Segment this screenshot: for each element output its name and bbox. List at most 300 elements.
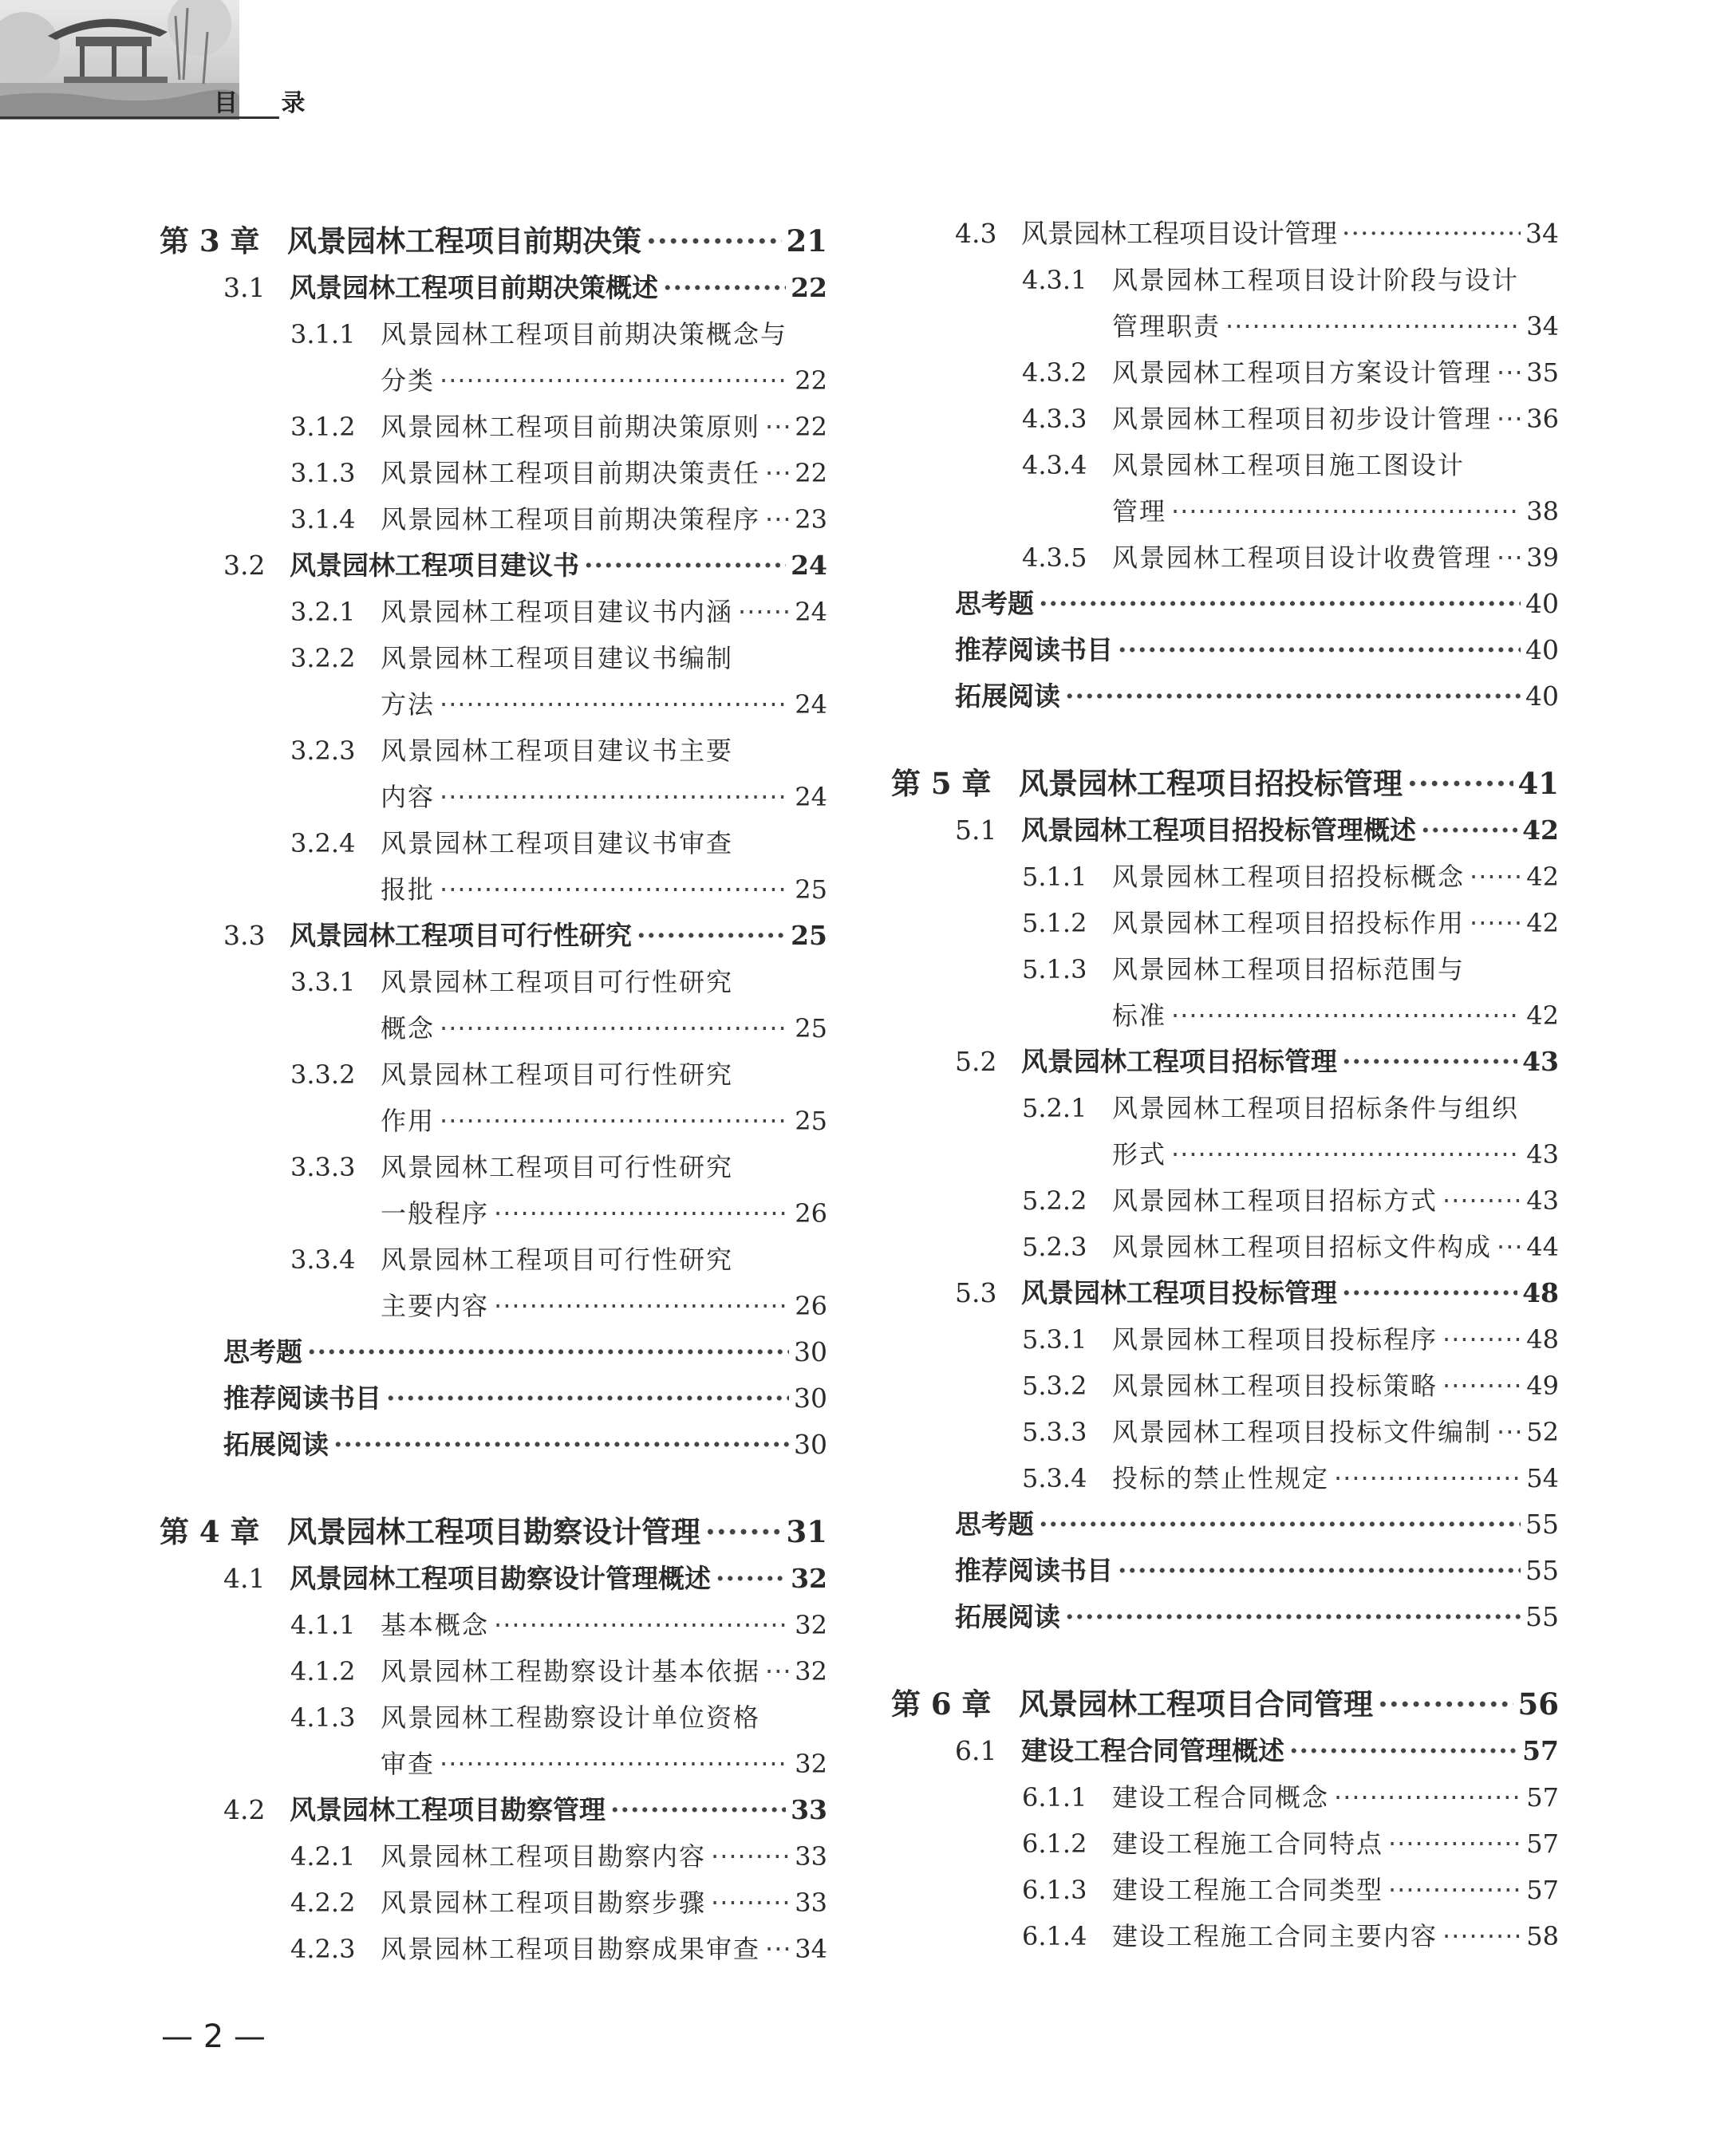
toc-entry-title: 风景园林工程项目可行性研究: [381, 967, 734, 997]
toc-entry-page: 40: [1525, 588, 1559, 619]
toc-entry-page: 33: [795, 1888, 827, 1918]
toc-entry-number: 5.3.1: [1022, 1324, 1087, 1355]
toc-entry-page: 55: [1525, 1509, 1559, 1540]
header-pavilion-illustration: [0, 0, 239, 120]
toc-entry-page: 25: [795, 1013, 827, 1043]
toc-entry-misc[interactable]: [891, 627, 1559, 673]
toc-entry-title: 风景园林工程项目招投标管理: [1019, 766, 1403, 801]
toc-entry-section[interactable]: [891, 1039, 1559, 1085]
toc-entry-page: 30: [794, 1429, 827, 1460]
toc-entry-number: 4.3.2: [1022, 357, 1087, 388]
leader-dots: [765, 450, 790, 496]
toc-entry-sub[interactable]: [160, 1694, 827, 1787]
toc-entry-number: 4.2.1: [290, 1841, 356, 1872]
toc-entry-page: 30: [794, 1383, 827, 1414]
toc-entry-page: 22: [795, 365, 827, 396]
leader-dots: [705, 1508, 782, 1556]
toc-entry-title: 风景园林工程项目勘察设计管理: [287, 1514, 700, 1549]
leader-dots: [1388, 1867, 1521, 1913]
toc-entry-title: 风景园林工程项目投标程序: [1112, 1324, 1438, 1355]
toc-entry-sub[interactable]: [891, 1363, 1559, 1409]
toc-entry-title: 建设工程合同管理概述: [1021, 1735, 1284, 1766]
toc-entry-page: 48: [1526, 1324, 1559, 1355]
toc-entry-title: 风景园林工程项目建议书: [290, 550, 579, 581]
toc-entry-number: 5.2.3: [1022, 1232, 1087, 1262]
toc-entry-title: 风景园林工程项目勘察管理: [290, 1794, 606, 1825]
toc-entry-page: 41: [1517, 766, 1559, 801]
toc-entry-title: 方法: [381, 689, 436, 720]
toc-entry-sub[interactable]: [891, 396, 1559, 442]
toc-entry-page: 43: [1526, 1139, 1559, 1170]
toc-entry-title: 风景园林工程项目招标管理: [1021, 1046, 1337, 1077]
leader-dots: [1225, 303, 1521, 349]
toc-entry-title: 风景园林工程项目方案设计管理: [1112, 357, 1493, 388]
toc-entry-sub[interactable]: [160, 1237, 827, 1329]
toc-entry-number: 4.2.2: [290, 1888, 356, 1918]
toc-right-column: [891, 211, 1559, 1959]
toc-entry-number: 6.1.3: [1022, 1875, 1087, 1905]
toc-entry-section[interactable]: [160, 913, 827, 959]
toc-entry-page: 32: [795, 1749, 827, 1779]
chapter-gap: [891, 720, 1559, 753]
toc-entry-sub[interactable]: [891, 900, 1559, 946]
leader-dots: [1497, 396, 1521, 442]
leader-dots: [440, 774, 790, 820]
toc-entry-title: 风景园林工程项目可行性研究: [290, 920, 632, 951]
toc-entry-number: 5.1: [955, 815, 997, 846]
toc-entry-title: 风景园林工程项目前期决策原则: [381, 412, 761, 442]
toc-entry-title: 风景园林工程项目建议书编制: [381, 643, 734, 673]
toc-entry-number: 3.2: [223, 550, 266, 581]
leader-dots: [1497, 349, 1521, 396]
toc-entry-title: 风景园林工程项目建议书内涵: [381, 597, 734, 627]
toc-entry-number: 3.1.3: [290, 458, 356, 488]
toc-entry-title: 拓展阅读: [955, 1601, 1060, 1632]
toc-entry-number: 5.1.3: [1022, 954, 1087, 984]
toc-entry-number: 4.3: [955, 218, 997, 249]
toc-entry-page: 24: [791, 550, 827, 581]
toc-entry-page: 22: [791, 272, 827, 303]
leader-dots: [584, 542, 786, 589]
toc-entry-title: 风景园林工程项目建议书审查: [381, 828, 734, 858]
toc-entry-sub[interactable]: [160, 728, 827, 820]
toc-entry-title: 风景园林工程项目前期决策概述: [290, 272, 658, 303]
toc-entry-title: 投标的禁止性规定: [1112, 1463, 1330, 1493]
toc-entry-number: 5.3.2: [1022, 1371, 1087, 1401]
leader-dots: [1065, 1594, 1521, 1640]
toc-entry-title: 风景园林工程项目前期决策概念与: [381, 319, 788, 349]
toc-entry-title: 一般程序: [381, 1198, 490, 1229]
toc-entry-title: 审查: [381, 1749, 436, 1779]
toc-entry-number: 5.3: [955, 1277, 997, 1308]
leader-dots: [307, 1329, 789, 1375]
chapter-gap: [891, 1640, 1559, 1674]
leader-dots: [440, 1098, 790, 1144]
leader-dots: [494, 1283, 790, 1329]
toc-entry-number: 3.3.1: [290, 967, 356, 997]
toc-entry-title: 内容: [381, 782, 436, 812]
toc-entry-title: 管理职责: [1112, 311, 1221, 341]
toc-entry-misc[interactable]: [891, 1501, 1559, 1548]
toc-entry-number: 6.1.1: [1022, 1782, 1087, 1813]
leader-dots: [738, 589, 790, 635]
toc-entry-title: 建设工程施工合同类型: [1112, 1875, 1384, 1905]
toc-entry-page: 26: [795, 1198, 827, 1229]
toc-entry-number: 3.1: [223, 272, 266, 303]
toc-entry-page: 24: [795, 782, 827, 812]
toc-entry-title: 基本概念: [381, 1610, 490, 1640]
toc-entry-title: 形式: [1112, 1139, 1167, 1170]
toc-entry-page: 32: [795, 1610, 827, 1640]
toc-entry-number: 4.3.3: [1022, 404, 1087, 434]
leader-dots: [1118, 1548, 1521, 1594]
toc-entry-sub[interactable]: [891, 1409, 1559, 1455]
toc-entry-sub[interactable]: [160, 1144, 827, 1237]
toc-entry-page: 35: [1526, 357, 1559, 388]
toc-entry-title: 风景园林工程勘察设计单位资格: [381, 1702, 761, 1733]
toc-entry-title: 风景园林工程勘察设计基本依据: [381, 1656, 761, 1686]
toc-entry-title: 报批: [381, 874, 436, 905]
leader-dots: [765, 1926, 790, 1972]
toc-entry-page: 36: [1526, 404, 1559, 434]
toc-entry-number: 3.3: [223, 920, 266, 951]
toc-entry-page: 22: [795, 458, 827, 488]
toc-entry-chapter[interactable]: [160, 217, 827, 265]
toc-entry-sub[interactable]: [891, 535, 1559, 581]
toc-entry-sub[interactable]: [891, 1178, 1559, 1224]
toc-entry-misc[interactable]: [160, 1422, 827, 1468]
toc-entry-page: 34: [1525, 218, 1559, 249]
toc-entry-page: 57: [1522, 1735, 1559, 1766]
toc-entry-sub[interactable]: [160, 635, 827, 728]
toc-entry-section[interactable]: [160, 542, 827, 589]
toc-entry-page: 30: [794, 1336, 827, 1367]
toc-entry-title: 分类: [381, 365, 436, 396]
toc-entry-page: 54: [1526, 1463, 1559, 1493]
toc-entry-page: 57: [1526, 1875, 1559, 1905]
leader-dots: [711, 1833, 790, 1880]
toc-entry-chapter[interactable]: [891, 759, 1559, 807]
toc-entry-page: 42: [1526, 908, 1559, 938]
leader-dots: [1388, 1821, 1521, 1867]
toc-entry-page: 32: [791, 1563, 827, 1594]
toc-entry-title: 风景园林工程项目招投标概念: [1112, 862, 1466, 892]
leader-dots: [1497, 1409, 1521, 1455]
toc-entry-page: 42: [1526, 1000, 1559, 1031]
toc-entry-number: 第 4 章: [160, 1514, 260, 1549]
toc-entry-page: 52: [1526, 1417, 1559, 1447]
toc-entry-page: 21: [786, 223, 827, 258]
leader-dots: [333, 1422, 789, 1468]
toc-entry-section[interactable]: [160, 1787, 827, 1833]
toc-entry-number: 第 3 章: [160, 223, 260, 258]
toc-entry-title: 风景园林工程项目投标管理: [1021, 1277, 1337, 1308]
leader-dots: [716, 1556, 786, 1602]
toc-entry-page: 55: [1525, 1601, 1559, 1632]
leader-dots: [1118, 627, 1521, 673]
toc-entry-page: 32: [795, 1656, 827, 1686]
leader-dots: [1497, 1224, 1521, 1270]
toc-entry-title: 推荐阅读书目: [223, 1383, 381, 1414]
toc-entry-title: 作用: [381, 1106, 436, 1136]
toc-entry-number: 4.2: [223, 1794, 266, 1825]
toc-entry-number: 4.1.1: [290, 1610, 356, 1640]
toc-entry-title: 思考题: [223, 1336, 302, 1367]
leader-dots: [440, 866, 790, 913]
toc-entry-number: 4.1.3: [290, 1702, 356, 1733]
toc-entry-page: 56: [1517, 1686, 1559, 1722]
toc-left-column: [160, 211, 827, 1972]
leader-dots: [610, 1787, 786, 1833]
toc-entry-sub[interactable]: [891, 1455, 1559, 1501]
toc-entry-section[interactable]: [891, 1728, 1559, 1774]
toc-entry-misc[interactable]: [891, 1548, 1559, 1594]
leader-dots: [663, 265, 786, 311]
toc-entry-sub[interactable]: [160, 1926, 827, 1972]
toc-entry-sub[interactable]: [891, 1913, 1559, 1959]
leader-dots: [711, 1880, 790, 1926]
leader-dots: [440, 1005, 790, 1051]
toc-entry-sub[interactable]: [160, 820, 827, 913]
toc-entry-page: 25: [791, 920, 827, 951]
toc-entry-sub[interactable]: [891, 1821, 1559, 1867]
toc-entry-page: 26: [795, 1291, 827, 1321]
toc-entry-page: 58: [1526, 1921, 1559, 1951]
leader-dots: [1342, 1270, 1517, 1316]
toc-entry-title: 风景园林工程项目建议书主要: [381, 736, 734, 766]
leader-dots: [1497, 535, 1521, 581]
toc-entry-number: 4.1.2: [290, 1656, 356, 1686]
toc-entry-title: 主要内容: [381, 1291, 490, 1321]
toc-entry-sub[interactable]: [891, 1085, 1559, 1178]
leader-dots: [440, 681, 790, 728]
page-number: — 2 —: [161, 2018, 266, 2055]
toc-entry-title: 拓展阅读: [223, 1429, 329, 1460]
toc-entry-section[interactable]: [891, 1270, 1559, 1316]
leader-dots: [1334, 1455, 1521, 1501]
leader-dots: [1342, 1039, 1517, 1085]
leader-dots: [440, 357, 790, 404]
toc-entry-title: 风景园林工程项目招标范围与: [1112, 954, 1466, 984]
leader-dots: [1171, 1131, 1521, 1178]
toc-entry-title: 风景园林工程项目施工图设计: [1112, 450, 1466, 480]
leader-dots: [1407, 759, 1513, 807]
toc-entry-page: 33: [791, 1794, 827, 1825]
toc-entry-title: 风景园林工程项目设计管理: [1021, 218, 1337, 249]
toc-entry-misc[interactable]: [160, 1329, 827, 1375]
toc-entry-number: 3.1.1: [290, 319, 356, 349]
toc-entry-title: 概念: [381, 1013, 436, 1043]
toc-entry-title: 推荐阅读书目: [955, 634, 1113, 665]
toc-entry-number: 3.2.4: [290, 828, 356, 858]
toc-entry-title: 风景园林工程项目可行性研究: [381, 1152, 734, 1182]
toc-entry-sub[interactable]: [891, 1316, 1559, 1363]
toc-entry-page: 57: [1526, 1782, 1559, 1813]
toc-entry-number: 3.3.2: [290, 1059, 356, 1090]
leader-dots: [765, 404, 790, 450]
toc-entry-page: 24: [795, 689, 827, 720]
toc-entry-title: 标准: [1112, 1000, 1167, 1031]
toc-entry-page: 22: [795, 412, 827, 442]
leader-dots: [386, 1375, 789, 1422]
toc-entry-sub[interactable]: [160, 1648, 827, 1694]
toc-entry-sub[interactable]: [891, 1224, 1559, 1270]
toc-entry-number: 3.3.3: [290, 1152, 356, 1182]
toc-entry-sub[interactable]: [891, 1867, 1559, 1913]
toc-entry-sub[interactable]: [160, 1880, 827, 1926]
toc-entry-page: 42: [1526, 862, 1559, 892]
toc-entry-title: 风景园林工程项目招标条件与组织: [1112, 1093, 1520, 1123]
leader-dots: [494, 1190, 790, 1237]
leader-dots: [1421, 807, 1517, 854]
toc-entry-page: 31: [786, 1514, 827, 1549]
toc-entry-number: 5.3.4: [1022, 1463, 1087, 1493]
header-title: 目 录: [214, 89, 323, 117]
toc-entry-number: 5.2.1: [1022, 1093, 1087, 1123]
toc-entry-page: 34: [1526, 311, 1559, 341]
toc-entry-sub[interactable]: [160, 1051, 827, 1144]
leader-dots: [1342, 211, 1521, 257]
toc-entry-title: 拓展阅读: [955, 681, 1060, 712]
toc-entry-number: 3.2.1: [290, 597, 356, 627]
toc-entry-title: 风景园林工程项目可行性研究: [381, 1059, 734, 1090]
toc-entry-sub[interactable]: [891, 442, 1559, 535]
leader-dots: [1039, 1501, 1521, 1548]
toc-entry-number: 5.2.2: [1022, 1185, 1087, 1216]
toc-entry-number: 4.2.3: [290, 1934, 356, 1964]
toc-entry-sub[interactable]: [160, 1602, 827, 1648]
toc-entry-page: 40: [1525, 681, 1559, 712]
toc-entry-page: 48: [1522, 1277, 1559, 1308]
toc-entry-number: 6.1: [955, 1735, 997, 1766]
toc-entry-page: 40: [1525, 634, 1559, 665]
leader-dots: [1442, 1363, 1521, 1409]
leader-dots: [1378, 1680, 1513, 1728]
toc-entry-page: 44: [1526, 1232, 1559, 1262]
toc-entry-page: 33: [795, 1841, 827, 1872]
toc-entry-sub[interactable]: [891, 946, 1559, 1039]
leader-dots: [1442, 1178, 1521, 1224]
toc-entry-number: 6.1.2: [1022, 1828, 1087, 1859]
toc-entry-page: 43: [1522, 1046, 1559, 1077]
toc-entry-title: 风景园林工程项目可行性研究: [381, 1245, 734, 1275]
toc-entry-misc[interactable]: [160, 1375, 827, 1422]
toc-entry-title: 风景园林工程项目勘察内容: [381, 1841, 707, 1872]
toc-entry-sub[interactable]: [160, 589, 827, 635]
toc-entry-title: 风景园林工程项目勘察成果审查: [381, 1934, 761, 1964]
toc-entry-number: 第 5 章: [891, 766, 992, 801]
toc-entry-chapter[interactable]: [891, 1680, 1559, 1728]
toc-entry-sub[interactable]: [891, 349, 1559, 396]
toc-entry-title: 风景园林工程项目合同管理: [1019, 1686, 1373, 1722]
toc-entry-title: 风景园林工程项目招标文件构成: [1112, 1232, 1493, 1262]
toc-entry-title: 风景园林工程项目设计阶段与设计: [1112, 265, 1520, 295]
toc-entry-page: 49: [1526, 1371, 1559, 1401]
toc-entry-sub[interactable]: [160, 496, 827, 542]
toc-entry-page: 38: [1526, 496, 1559, 527]
leader-dots: [1334, 1774, 1521, 1821]
toc-entry-title: 风景园林工程项目设计收费管理: [1112, 542, 1493, 573]
toc-entry-sub[interactable]: [160, 959, 827, 1051]
toc-entry-title: 风景园林工程项目初步设计管理: [1112, 404, 1493, 434]
toc-entry-sub[interactable]: [160, 450, 827, 496]
toc-entry-title: 风景园林工程项目投标文件编制: [1112, 1417, 1493, 1447]
toc-entry-number: 3.2.2: [290, 643, 356, 673]
leader-dots: [1289, 1728, 1517, 1774]
toc-entry-number: 5.2: [955, 1046, 997, 1077]
toc-entry-number: 3.3.4: [290, 1245, 356, 1275]
toc-entry-title: 风景园林工程项目招标方式: [1112, 1185, 1438, 1216]
toc-entry-sub[interactable]: [891, 257, 1559, 349]
leader-dots: [494, 1602, 790, 1648]
toc-entry-title: 风景园林工程项目招投标管理概述: [1021, 815, 1416, 846]
leader-dots: [1470, 900, 1521, 946]
toc-entry-page: 57: [1526, 1828, 1559, 1859]
toc-entry-title: 风景园林工程项目招投标作用: [1112, 908, 1466, 938]
toc-entry-title: 管理: [1112, 496, 1167, 527]
toc-entry-page: 55: [1525, 1555, 1559, 1586]
leader-dots: [646, 217, 782, 265]
toc-entry-page: 43: [1526, 1185, 1559, 1216]
leader-dots: [440, 1741, 790, 1787]
toc-entry-number: 3.1.2: [290, 412, 356, 442]
toc-entry-title: 思考题: [955, 588, 1034, 619]
toc-entry-number: 3.1.4: [290, 504, 356, 535]
toc-entry-number: 6.1.4: [1022, 1921, 1087, 1951]
toc-entry-page: 39: [1526, 542, 1559, 573]
toc-entry-chapter[interactable]: [160, 1508, 827, 1556]
toc-entry-section[interactable]: [891, 211, 1559, 257]
leader-dots: [1065, 673, 1521, 720]
toc-entry-number: 5.3.3: [1022, 1417, 1087, 1447]
toc-entry-misc[interactable]: [891, 1594, 1559, 1640]
toc-entry-number: 5.1.2: [1022, 908, 1087, 938]
toc-entry-sub[interactable]: [160, 311, 827, 404]
toc-entry-title: 推荐阅读书目: [955, 1555, 1113, 1586]
toc-entry-title: 风景园林工程项目勘察设计管理概述: [290, 1563, 711, 1594]
toc-entry-number: 第 6 章: [891, 1686, 992, 1722]
toc-entry-sub[interactable]: [891, 1774, 1559, 1821]
leader-dots: [1442, 1316, 1521, 1363]
toc-entry-sub[interactable]: [160, 404, 827, 450]
toc-entry-number: 4.3.4: [1022, 450, 1087, 480]
toc-entry-title: 风景园林工程项目前期决策程序: [381, 504, 761, 535]
toc-entry-section[interactable]: [891, 807, 1559, 854]
toc-entry-misc[interactable]: [891, 673, 1559, 720]
toc-entry-page: 25: [795, 1106, 827, 1136]
toc-entry-sub[interactable]: [160, 1833, 827, 1880]
toc-entry-misc[interactable]: [891, 581, 1559, 627]
toc-entry-page: 34: [795, 1934, 827, 1964]
leader-dots: [637, 913, 786, 959]
toc-entry-page: 24: [795, 597, 827, 627]
toc-entry-page: 25: [795, 874, 827, 905]
chapter-gap: [160, 1468, 827, 1501]
leader-dots: [1171, 488, 1521, 535]
toc-entry-section[interactable]: [160, 265, 827, 311]
leader-dots: [765, 496, 790, 542]
toc-entry-page: 23: [795, 504, 827, 535]
toc-entry-number: 4.3.5: [1022, 542, 1087, 573]
toc-entry-page: 42: [1522, 815, 1559, 846]
leader-dots: [1470, 854, 1521, 900]
leader-dots: [765, 1648, 790, 1694]
toc-entry-number: 3.2.3: [290, 736, 356, 766]
toc-entry-number: 5.1.1: [1022, 862, 1087, 892]
toc-entry-sub[interactable]: [891, 854, 1559, 900]
toc-entry-title: 风景园林工程项目投标策略: [1112, 1371, 1438, 1401]
toc-entry-section[interactable]: [160, 1556, 827, 1602]
